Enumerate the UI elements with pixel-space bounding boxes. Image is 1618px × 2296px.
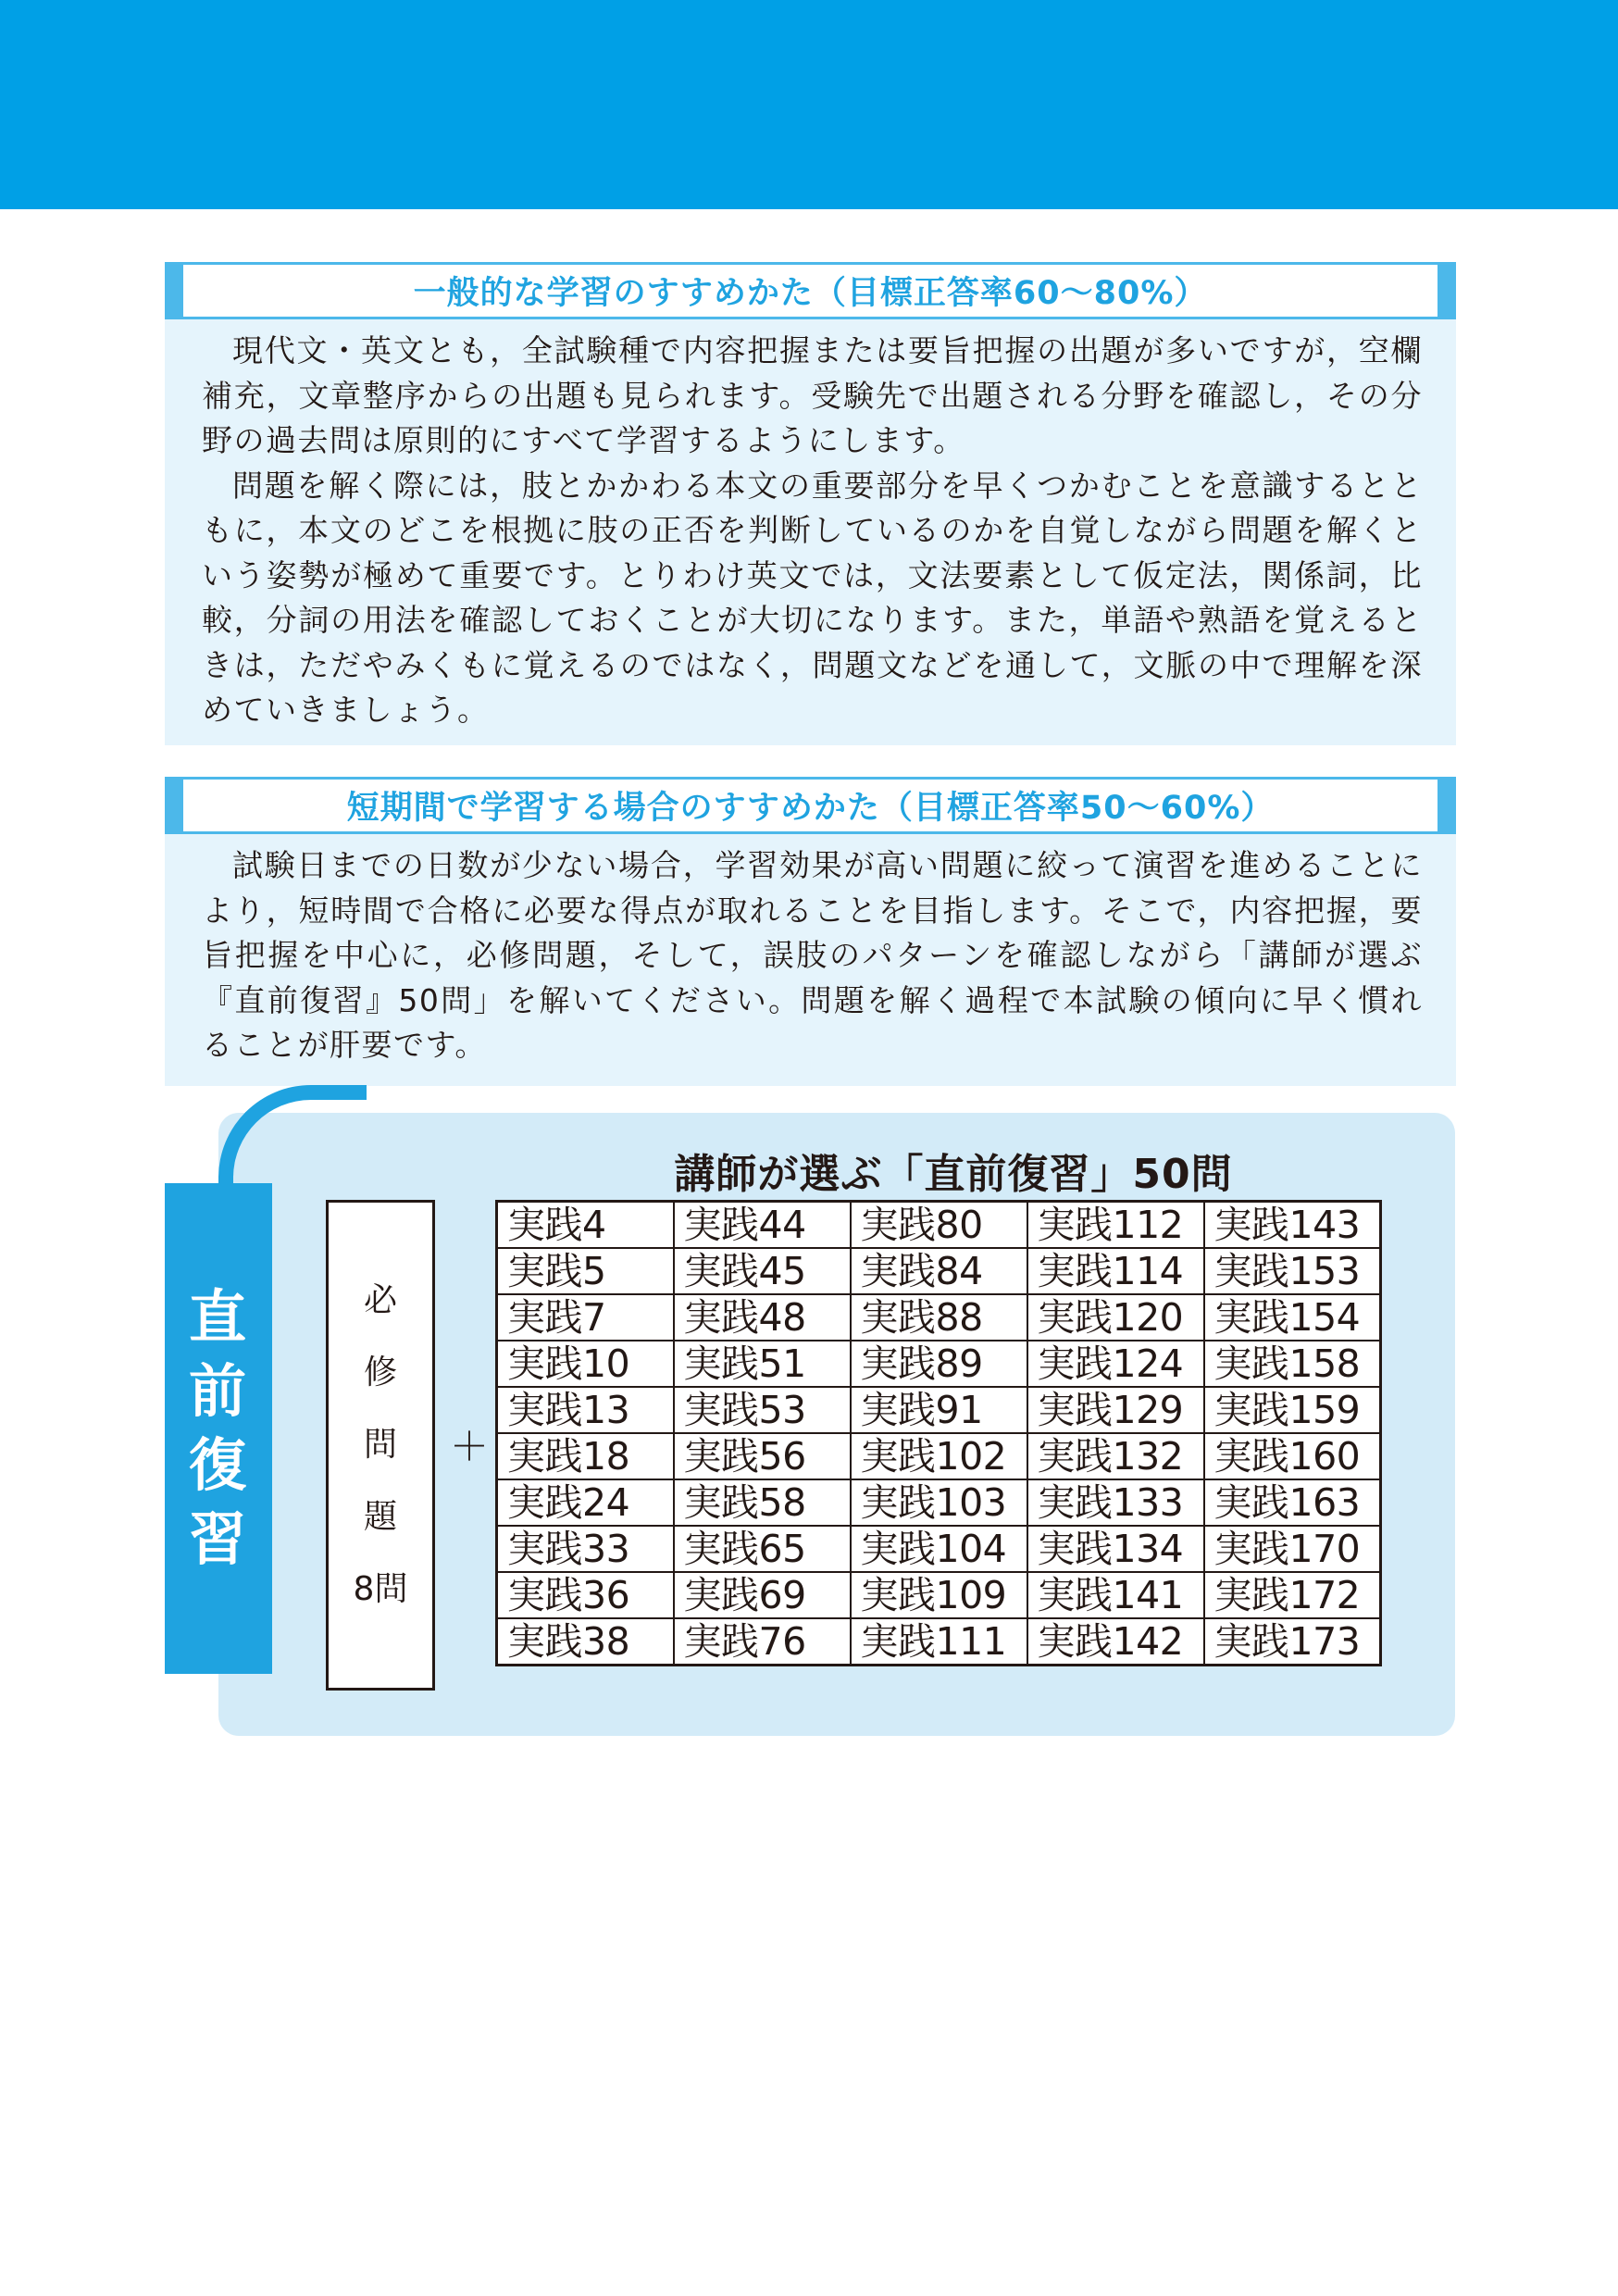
- problem-cell: 実践58: [674, 1479, 851, 1526]
- compulsory-problems-box: [326, 1200, 435, 1691]
- problem-cell: 実践158: [1204, 1341, 1381, 1387]
- review-arc-decoration: [218, 1085, 367, 1187]
- problem-cell: 実践36: [497, 1572, 674, 1618]
- table-row: [497, 1526, 1381, 1572]
- problem-cell: 実践153: [1204, 1248, 1381, 1294]
- problem-cell: 実践114: [1027, 1248, 1204, 1294]
- problem-cell: 実践109: [851, 1572, 1027, 1618]
- problem-cell: 実践69: [674, 1572, 851, 1618]
- problem-cell: 実践103: [851, 1479, 1027, 1526]
- general-study-paragraph-1: 現代文・英文とも，全試験種で内容把握または要旨把握の出題が多いですが，空欄補充，文章整序からの出題も見られます。受験先で出題される分野を確認し，その分野の過去問は原則的にすべて学習するようにします。: [202, 332, 1424, 458]
- compulsory-char: 必: [363, 1281, 397, 1319]
- problem-cell: 実践76: [674, 1618, 851, 1666]
- review-title: 講師が選ぶ「直前復習」50問: [674, 1151, 1233, 1198]
- problem-cell: 実践129: [1027, 1387, 1204, 1433]
- compulsory-char: 修: [363, 1354, 397, 1391]
- compulsory-char: 題: [363, 1498, 397, 1536]
- table-row: [497, 1572, 1381, 1618]
- general-study-section: [165, 262, 1456, 745]
- review-tab-char: 前: [188, 1357, 248, 1425]
- problem-cell: 実践56: [674, 1433, 851, 1479]
- problem-cell: 実践84: [851, 1248, 1027, 1294]
- problem-cell: 実践7: [497, 1294, 674, 1341]
- problem-cell: 実践124: [1027, 1341, 1204, 1387]
- compulsory-char: 問: [363, 1426, 397, 1464]
- problem-cell: 実践10: [497, 1341, 674, 1387]
- problem-cell: 実践44: [674, 1202, 851, 1249]
- problem-cell: 実践33: [497, 1526, 674, 1572]
- problem-cell: 実践24: [497, 1479, 674, 1526]
- problem-cell: 実践13: [497, 1387, 674, 1433]
- review-vertical-tab: [165, 1183, 272, 1674]
- problem-cell: 実践142: [1027, 1618, 1204, 1666]
- review-problem-table: [495, 1200, 1382, 1666]
- problem-cell: 実践18: [497, 1433, 674, 1479]
- problem-cell: 実践45: [674, 1248, 851, 1294]
- problem-cell: 実践112: [1027, 1202, 1204, 1249]
- review-tab-char: 復: [188, 1431, 248, 1499]
- short-term-study-section: [165, 777, 1456, 1086]
- problem-cell: 実践80: [851, 1202, 1027, 1249]
- problem-cell: 実践132: [1027, 1433, 1204, 1479]
- problem-cell: 実践38: [497, 1618, 674, 1666]
- problem-cell: 実践104: [851, 1526, 1027, 1572]
- problem-cell: 実践5: [497, 1248, 674, 1294]
- table-row: [497, 1387, 1381, 1433]
- table-row: [497, 1433, 1381, 1479]
- table-row: [497, 1618, 1381, 1666]
- problem-cell: 実践88: [851, 1294, 1027, 1341]
- problem-cell: 実践53: [674, 1387, 851, 1433]
- review-tab-char: 習: [188, 1505, 248, 1573]
- table-row: [497, 1294, 1381, 1341]
- general-study-heading: 一般的な学習のすすめかた（目標正答率60～80%）: [165, 262, 1456, 319]
- problem-cell: 実践133: [1027, 1479, 1204, 1526]
- problem-cell: 実践154: [1204, 1294, 1381, 1341]
- problem-cell: 実践173: [1204, 1618, 1381, 1666]
- problem-cell: 実践134: [1027, 1526, 1204, 1572]
- table-row: [497, 1341, 1381, 1387]
- problem-cell: 実践89: [851, 1341, 1027, 1387]
- short-term-study-heading: 短期間で学習する場合のすすめかた（目標正答率50～60%）: [165, 777, 1456, 834]
- problem-cell: 実践160: [1204, 1433, 1381, 1479]
- problem-cell: 実践102: [851, 1433, 1027, 1479]
- table-row: [497, 1248, 1381, 1294]
- problem-cell: 実践141: [1027, 1572, 1204, 1618]
- problem-cell: 実践159: [1204, 1387, 1381, 1433]
- problem-cell: 実践170: [1204, 1526, 1381, 1572]
- compulsory-count: 8問: [353, 1570, 408, 1608]
- problem-cell: 実践120: [1027, 1294, 1204, 1341]
- review-tab-char: 直: [188, 1283, 248, 1351]
- general-study-body: [165, 319, 1456, 733]
- problem-cell: 実践48: [674, 1294, 851, 1341]
- table-row: [497, 1479, 1381, 1526]
- general-study-paragraph-2: 問題を解く際には，肢とかかわる本文の重要部分を早くつかむことを意識するとともに，本文のどこを根拠に肢の正否を判断しているのかを自覚しながら問題を解くという姿勢が極めて重要です。とりわけ英文では，文法要素として仮定法，関係詞，比較，分詞の用法を確認しておくことが大切になります。また，単語や熟語を覚えるときは，ただやみくもに覚えるのではなく，問題文などを通して，文脈の中で理解を深めていきましょう。: [202, 467, 1423, 728]
- top-color-band: [0, 0, 1618, 209]
- problem-cell: 実践91: [851, 1387, 1027, 1433]
- plus-sign: ＋: [450, 1424, 490, 1469]
- short-term-study-paragraph: 試験日までの日数が少ない場合，学習効果が高い問題に絞って演習を進めることにより，短時間で合格に必要な得点が取れることを目指します。そこで，内容把握，要旨把握を中心に，必修問題，そして，誤肢のパターンを確認しながら「講師が選ぶ『直前復習』50問」を解いてください。問題を解く過程で本試験の傾向に早く慣れることが肝要です。: [202, 847, 1424, 1063]
- short-term-study-body: [165, 834, 1456, 1068]
- problem-cell: 実践51: [674, 1341, 851, 1387]
- problem-cell: 実践4: [497, 1202, 674, 1249]
- table-row: [497, 1202, 1381, 1249]
- problem-cell: 実践111: [851, 1618, 1027, 1666]
- problem-cell: 実践172: [1204, 1572, 1381, 1618]
- problem-cell: 実践65: [674, 1526, 851, 1572]
- problem-cell: 実践143: [1204, 1202, 1381, 1249]
- problem-cell: 実践163: [1204, 1479, 1381, 1526]
